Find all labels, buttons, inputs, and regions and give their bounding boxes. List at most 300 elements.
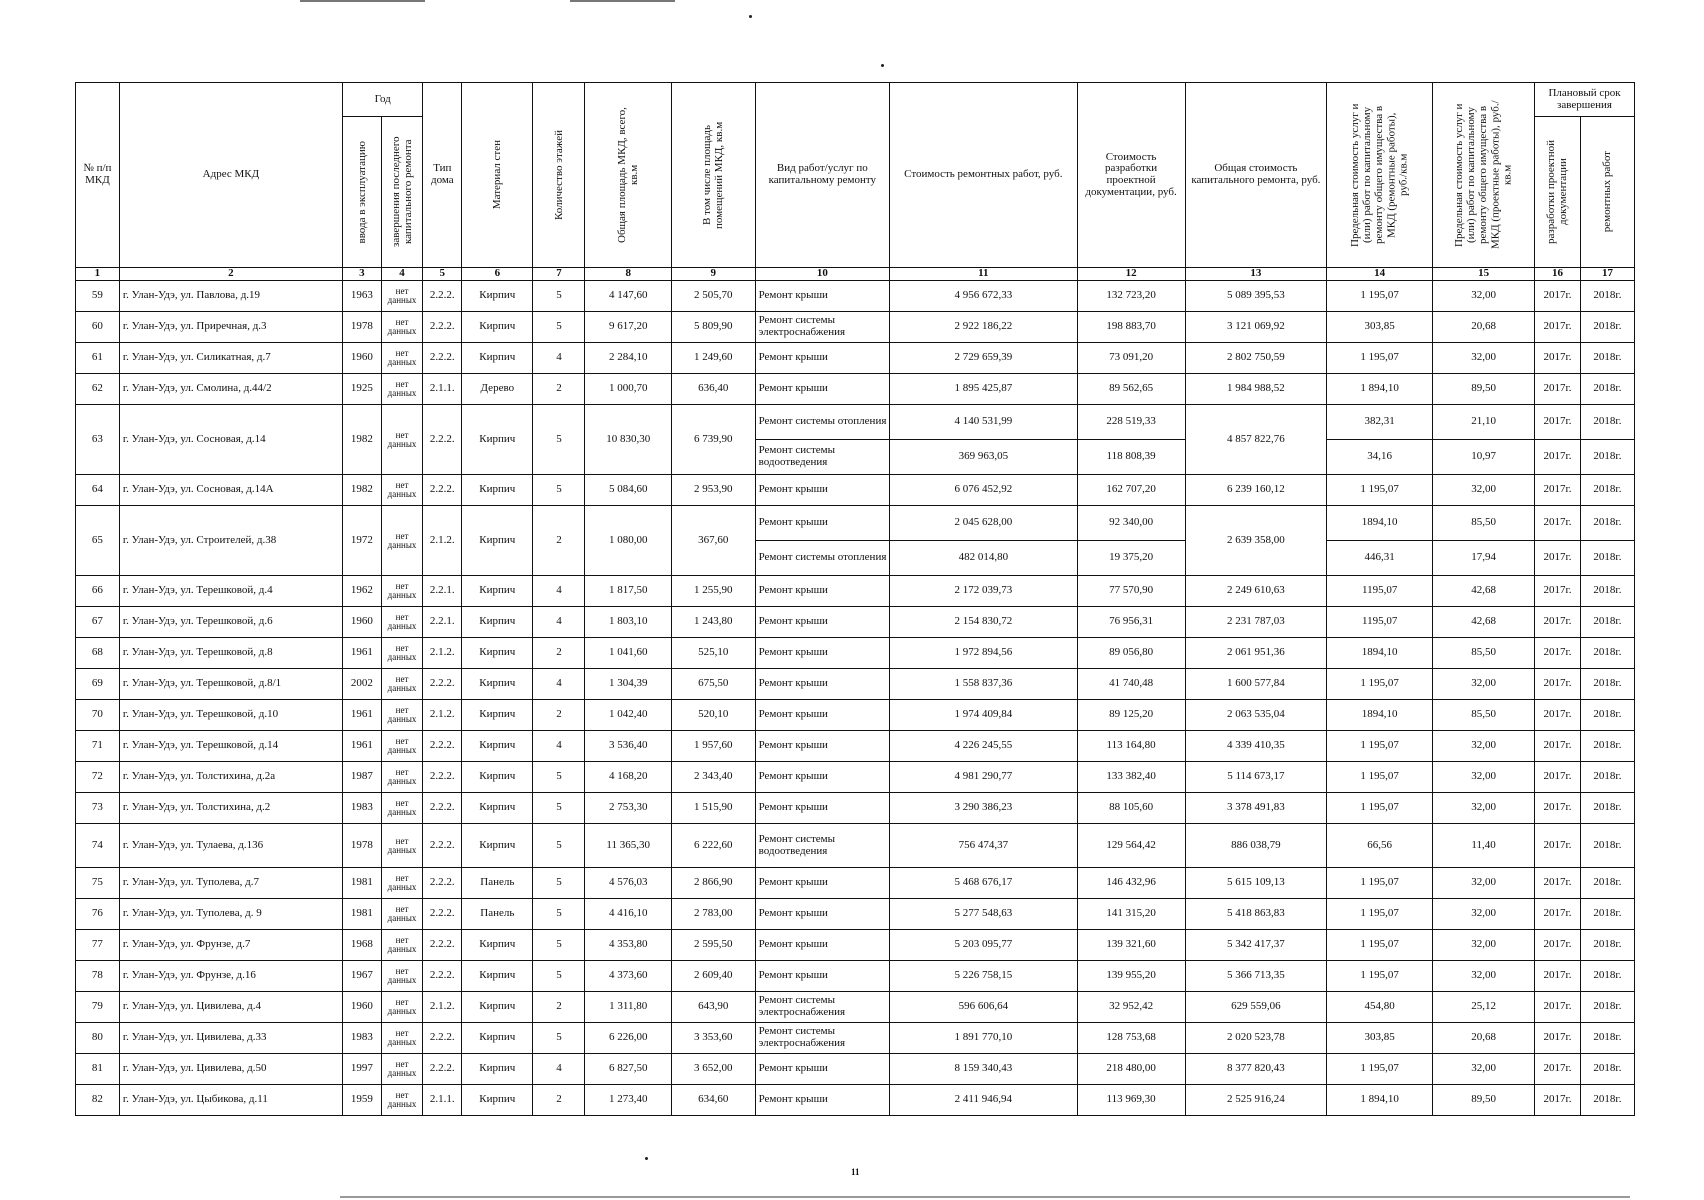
row-work-type: Ремонт крыши bbox=[755, 762, 890, 793]
row-year-last-repair: нет данных bbox=[381, 343, 423, 374]
row-total-cost: 5 114 673,17 bbox=[1185, 762, 1327, 793]
row-wall-material: Кирпич bbox=[462, 824, 533, 868]
row-total-area: 1 041,60 bbox=[585, 638, 672, 669]
row-premises-area: 2 595,50 bbox=[672, 930, 756, 961]
row-wall-material: Кирпич bbox=[462, 731, 533, 762]
table-row bbox=[76, 374, 1635, 405]
row-premises-area: 2 343,40 bbox=[672, 762, 756, 793]
row-max-cost-design: 25,12 bbox=[1433, 992, 1535, 1023]
row-number: 71 bbox=[76, 731, 120, 762]
scan-dot bbox=[749, 15, 752, 18]
row-max-cost-repair: 1 195,07 bbox=[1327, 1054, 1433, 1085]
column-number: 5 bbox=[423, 268, 462, 281]
row-work-type: Ремонт крыши bbox=[755, 281, 890, 312]
table-row bbox=[76, 312, 1635, 343]
row-wall-material: Кирпич bbox=[462, 793, 533, 824]
row-deadline-design: 2017г. bbox=[1535, 762, 1581, 793]
row-total-area: 4 168,20 bbox=[585, 762, 672, 793]
row-address: г. Улан-Удэ, ул. Толстихина, д.2 bbox=[119, 793, 342, 824]
row-max-cost-repair: 1894,10 bbox=[1327, 506, 1433, 541]
row-floors: 4 bbox=[533, 607, 585, 638]
row-floors: 5 bbox=[533, 1023, 585, 1054]
row-work-type: Ремонт крыши bbox=[755, 700, 890, 731]
row-house-type: 2.1.2. bbox=[423, 700, 462, 731]
row-wall-material: Панель bbox=[462, 868, 533, 899]
repair-plan-table bbox=[75, 82, 1635, 1116]
row-repair-cost: 2 172 039,73 bbox=[890, 576, 1077, 607]
row-design-cost: 139 321,60 bbox=[1077, 930, 1185, 961]
scan-dot bbox=[881, 64, 884, 67]
row-deadline-design: 2017г. bbox=[1535, 506, 1581, 541]
row-house-type: 2.2.2. bbox=[423, 405, 462, 475]
row-year-commission: 1959 bbox=[342, 1085, 381, 1116]
row-deadline-repair: 2018г. bbox=[1580, 1085, 1634, 1116]
row-deadline-design: 2017г. bbox=[1535, 1054, 1581, 1085]
row-year-commission: 1960 bbox=[342, 607, 381, 638]
header-design-cost: Стоимость разработки проектной документации, руб. bbox=[1077, 83, 1185, 268]
row-work-type: Ремонт крыши bbox=[755, 475, 890, 506]
scan-edge-line bbox=[300, 0, 425, 2]
row-max-cost-repair: 1195,07 bbox=[1327, 607, 1433, 638]
header-year-group: Год bbox=[342, 83, 422, 117]
row-house-type: 2.2.2. bbox=[423, 793, 462, 824]
row-max-cost-design: 32,00 bbox=[1433, 868, 1535, 899]
row-work-type: Ремонт крыши bbox=[755, 607, 890, 638]
row-year-last-repair: нет данных bbox=[381, 475, 423, 506]
row-design-cost: 141 315,20 bbox=[1077, 899, 1185, 930]
table-row bbox=[76, 762, 1635, 793]
row-max-cost-repair: 1 195,07 bbox=[1327, 343, 1433, 374]
row-wall-material: Кирпич bbox=[462, 343, 533, 374]
row-deadline-repair: 2018г. bbox=[1580, 1023, 1634, 1054]
row-work-type: Ремонт системы водоотведения bbox=[755, 440, 890, 475]
row-deadline-design: 2017г. bbox=[1535, 868, 1581, 899]
row-premises-area: 3 353,60 bbox=[672, 1023, 756, 1054]
row-max-cost-repair: 1 195,07 bbox=[1327, 669, 1433, 700]
row-repair-cost: 5 203 095,77 bbox=[890, 930, 1077, 961]
row-deadline-repair: 2018г. bbox=[1580, 793, 1634, 824]
row-design-cost: 118 808,39 bbox=[1077, 440, 1185, 475]
row-year-last-repair: нет данных bbox=[381, 281, 423, 312]
row-design-cost: 139 955,20 bbox=[1077, 961, 1185, 992]
row-design-cost: 228 519,33 bbox=[1077, 405, 1185, 440]
row-total-cost: 2 231 787,03 bbox=[1185, 607, 1327, 638]
row-max-cost-design: 32,00 bbox=[1433, 930, 1535, 961]
row-deadline-repair: 2018г. bbox=[1580, 824, 1634, 868]
row-work-type: Ремонт системы электроснабжения bbox=[755, 992, 890, 1023]
row-total-area: 1 304,39 bbox=[585, 669, 672, 700]
row-work-type: Ремонт системы отопления bbox=[755, 405, 890, 440]
row-design-cost: 77 570,90 bbox=[1077, 576, 1185, 607]
row-house-type: 2.2.2. bbox=[423, 961, 462, 992]
row-max-cost-design: 10,97 bbox=[1433, 440, 1535, 475]
row-deadline-repair: 2018г. bbox=[1580, 731, 1634, 762]
row-deadline-repair: 2018г. bbox=[1580, 700, 1634, 731]
row-floors: 4 bbox=[533, 343, 585, 374]
row-repair-cost: 1 891 770,10 bbox=[890, 1023, 1077, 1054]
header-deadline-repair: ремонтных работ bbox=[1580, 117, 1634, 268]
row-design-cost: 113 164,80 bbox=[1077, 731, 1185, 762]
row-repair-cost: 4 226 245,55 bbox=[890, 731, 1077, 762]
row-premises-area: 2 866,90 bbox=[672, 868, 756, 899]
row-wall-material: Кирпич bbox=[462, 1023, 533, 1054]
row-total-area: 4 576,03 bbox=[585, 868, 672, 899]
row-max-cost-repair: 1894,10 bbox=[1327, 700, 1433, 731]
row-year-commission: 1997 bbox=[342, 1054, 381, 1085]
row-address: г. Улан-Удэ, ул. Туполева, д.7 bbox=[119, 868, 342, 899]
row-design-cost: 162 707,20 bbox=[1077, 475, 1185, 506]
row-deadline-design: 2017г. bbox=[1535, 930, 1581, 961]
row-floors: 4 bbox=[533, 731, 585, 762]
row-house-type: 2.1.2. bbox=[423, 992, 462, 1023]
row-wall-material: Кирпич bbox=[462, 506, 533, 576]
row-deadline-design: 2017г. bbox=[1535, 1085, 1581, 1116]
row-year-commission: 1963 bbox=[342, 281, 381, 312]
row-repair-cost: 756 474,37 bbox=[890, 824, 1077, 868]
row-year-commission: 2002 bbox=[342, 669, 381, 700]
row-floors: 5 bbox=[533, 312, 585, 343]
row-deadline-repair: 2018г. bbox=[1580, 961, 1634, 992]
row-deadline-repair: 2018г. bbox=[1580, 1054, 1634, 1085]
row-year-last-repair: нет данных bbox=[381, 700, 423, 731]
row-deadline-design: 2017г. bbox=[1535, 961, 1581, 992]
row-house-type: 2.2.1. bbox=[423, 607, 462, 638]
row-house-type: 2.2.1. bbox=[423, 576, 462, 607]
row-address: г. Улан-Удэ, ул. Терешковой, д.14 bbox=[119, 731, 342, 762]
row-house-type: 2.1.2. bbox=[423, 506, 462, 576]
row-total-cost: 5 615 109,13 bbox=[1185, 868, 1327, 899]
row-repair-cost: 4 140 531,99 bbox=[890, 405, 1077, 440]
row-wall-material: Кирпич bbox=[462, 607, 533, 638]
row-premises-area: 6 739,90 bbox=[672, 405, 756, 475]
row-number: 80 bbox=[76, 1023, 120, 1054]
row-wall-material: Кирпич bbox=[462, 961, 533, 992]
row-total-cost: 5 366 713,35 bbox=[1185, 961, 1327, 992]
row-year-last-repair: нет данных bbox=[381, 762, 423, 793]
row-work-type: Ремонт крыши bbox=[755, 374, 890, 405]
row-year-commission: 1982 bbox=[342, 475, 381, 506]
row-number: 76 bbox=[76, 899, 120, 930]
row-floors: 5 bbox=[533, 475, 585, 506]
header-num: № п/п МКД bbox=[76, 83, 120, 268]
row-total-area: 1 311,80 bbox=[585, 992, 672, 1023]
table-row bbox=[76, 899, 1635, 930]
row-floors: 5 bbox=[533, 405, 585, 475]
row-house-type: 2.2.2. bbox=[423, 1054, 462, 1085]
row-wall-material: Кирпич bbox=[462, 700, 533, 731]
row-max-cost-repair: 1 894,10 bbox=[1327, 1085, 1433, 1116]
row-floors: 4 bbox=[533, 1054, 585, 1085]
row-total-area: 6 226,00 bbox=[585, 1023, 672, 1054]
row-house-type: 2.2.2. bbox=[423, 669, 462, 700]
row-design-cost: 32 952,42 bbox=[1077, 992, 1185, 1023]
row-year-commission: 1978 bbox=[342, 312, 381, 343]
row-total-area: 1 273,40 bbox=[585, 1085, 672, 1116]
row-repair-cost: 4 956 672,33 bbox=[890, 281, 1077, 312]
row-year-last-repair: нет данных bbox=[381, 576, 423, 607]
column-number: 14 bbox=[1327, 268, 1433, 281]
row-floors: 2 bbox=[533, 992, 585, 1023]
row-total-cost: 2 063 535,04 bbox=[1185, 700, 1327, 731]
row-year-commission: 1925 bbox=[342, 374, 381, 405]
row-total-area: 1 042,40 bbox=[585, 700, 672, 731]
row-work-type: Ремонт крыши bbox=[755, 930, 890, 961]
header-max-cost-repair: Предельная стоимость услуг и (или) работ по капитальному ремонту общего имущества в МКД (ремонтные работы), руб./кв.м bbox=[1327, 83, 1433, 268]
column-number: 8 bbox=[585, 268, 672, 281]
row-design-cost: 89 125,20 bbox=[1077, 700, 1185, 731]
row-number: 78 bbox=[76, 961, 120, 992]
row-total-area: 1 817,50 bbox=[585, 576, 672, 607]
table-row bbox=[76, 700, 1635, 731]
row-max-cost-design: 32,00 bbox=[1433, 669, 1535, 700]
table-row bbox=[76, 1023, 1635, 1054]
row-year-commission: 1983 bbox=[342, 1023, 381, 1054]
table-row bbox=[76, 961, 1635, 992]
row-year-last-repair: нет данных bbox=[381, 1054, 423, 1085]
table-row bbox=[76, 868, 1635, 899]
row-max-cost-design: 32,00 bbox=[1433, 731, 1535, 762]
table-row bbox=[76, 506, 1635, 541]
row-address: г. Улан-Удэ, ул. Приречная, д.3 bbox=[119, 312, 342, 343]
row-max-cost-repair: 1894,10 bbox=[1327, 638, 1433, 669]
row-max-cost-repair: 34,16 bbox=[1327, 440, 1433, 475]
row-floors: 4 bbox=[533, 669, 585, 700]
row-premises-area: 3 652,00 bbox=[672, 1054, 756, 1085]
row-work-type: Ремонт крыши bbox=[755, 343, 890, 374]
row-floors: 5 bbox=[533, 762, 585, 793]
column-number: 1 bbox=[76, 268, 120, 281]
row-house-type: 2.2.2. bbox=[423, 824, 462, 868]
row-premises-area: 643,90 bbox=[672, 992, 756, 1023]
row-floors: 5 bbox=[533, 281, 585, 312]
row-max-cost-design: 32,00 bbox=[1433, 762, 1535, 793]
scan-edge-line bbox=[570, 0, 675, 2]
row-max-cost-design: 32,00 bbox=[1433, 475, 1535, 506]
row-premises-area: 1 515,90 bbox=[672, 793, 756, 824]
row-max-cost-design: 85,50 bbox=[1433, 700, 1535, 731]
table-body bbox=[76, 281, 1635, 1116]
table-row bbox=[76, 607, 1635, 638]
row-total-cost: 3 121 069,92 bbox=[1185, 312, 1327, 343]
row-year-last-repair: нет данных bbox=[381, 961, 423, 992]
row-total-cost: 2 802 750,59 bbox=[1185, 343, 1327, 374]
row-total-area: 10 830,30 bbox=[585, 405, 672, 475]
row-number: 81 bbox=[76, 1054, 120, 1085]
row-address: г. Улан-Удэ, ул. Толстихина, д.2а bbox=[119, 762, 342, 793]
row-repair-cost: 5 277 548,63 bbox=[890, 899, 1077, 930]
row-deadline-design: 2017г. bbox=[1535, 992, 1581, 1023]
row-number: 74 bbox=[76, 824, 120, 868]
header-total-area: Общая площадь МКД, всего, кв.м bbox=[585, 83, 672, 268]
row-max-cost-repair: 1 195,07 bbox=[1327, 961, 1433, 992]
row-number: 69 bbox=[76, 669, 120, 700]
row-design-cost: 198 883,70 bbox=[1077, 312, 1185, 343]
row-wall-material: Кирпич bbox=[462, 475, 533, 506]
row-year-commission: 1962 bbox=[342, 576, 381, 607]
column-number: 10 bbox=[755, 268, 890, 281]
row-house-type: 2.2.2. bbox=[423, 475, 462, 506]
row-year-commission: 1978 bbox=[342, 824, 381, 868]
row-number: 67 bbox=[76, 607, 120, 638]
row-house-type: 2.2.2. bbox=[423, 930, 462, 961]
row-number: 73 bbox=[76, 793, 120, 824]
row-wall-material: Кирпич bbox=[462, 669, 533, 700]
row-address: г. Улан-Удэ, ул. Сосновая, д.14А bbox=[119, 475, 342, 506]
row-premises-area: 2 505,70 bbox=[672, 281, 756, 312]
row-max-cost-design: 11,40 bbox=[1433, 824, 1535, 868]
row-max-cost-repair: 1 894,10 bbox=[1327, 374, 1433, 405]
row-house-type: 2.1.2. bbox=[423, 638, 462, 669]
row-max-cost-repair: 303,85 bbox=[1327, 312, 1433, 343]
row-wall-material: Панель bbox=[462, 899, 533, 930]
row-design-cost: 132 723,20 bbox=[1077, 281, 1185, 312]
row-total-area: 4 353,80 bbox=[585, 930, 672, 961]
header-year-commission: ввода в эксплуатацию bbox=[342, 117, 381, 268]
row-year-commission: 1987 bbox=[342, 762, 381, 793]
row-year-last-repair: нет данных bbox=[381, 899, 423, 930]
header-repair-cost: Стоимость ремонтных работ, руб. bbox=[890, 83, 1077, 268]
row-year-last-repair: нет данных bbox=[381, 992, 423, 1023]
row-house-type: 2.2.2. bbox=[423, 281, 462, 312]
row-address: г. Улан-Удэ, ул. Терешковой, д.8 bbox=[119, 638, 342, 669]
row-design-cost: 133 382,40 bbox=[1077, 762, 1185, 793]
row-year-commission: 1960 bbox=[342, 992, 381, 1023]
row-number: 62 bbox=[76, 374, 120, 405]
row-deadline-design: 2017г. bbox=[1535, 899, 1581, 930]
row-work-type: Ремонт крыши bbox=[755, 868, 890, 899]
column-number: 3 bbox=[342, 268, 381, 281]
row-repair-cost: 2 045 628,00 bbox=[890, 506, 1077, 541]
row-wall-material: Дерево bbox=[462, 374, 533, 405]
row-wall-material: Кирпич bbox=[462, 281, 533, 312]
row-total-cost: 5 418 863,83 bbox=[1185, 899, 1327, 930]
row-deadline-repair: 2018г. bbox=[1580, 930, 1634, 961]
row-max-cost-design: 42,68 bbox=[1433, 607, 1535, 638]
row-year-commission: 1983 bbox=[342, 793, 381, 824]
row-address: г. Улан-Удэ, ул. Строителей, д.38 bbox=[119, 506, 342, 576]
row-deadline-repair: 2018г. bbox=[1580, 440, 1634, 475]
row-address: г. Улан-Удэ, ул. Цивилева, д.33 bbox=[119, 1023, 342, 1054]
header-deadline-design: разработки проектной документации bbox=[1535, 117, 1581, 268]
row-max-cost-design: 42,68 bbox=[1433, 576, 1535, 607]
row-year-last-repair: нет данных bbox=[381, 669, 423, 700]
row-max-cost-design: 32,00 bbox=[1433, 281, 1535, 312]
row-work-type: Ремонт крыши bbox=[755, 506, 890, 541]
row-total-area: 1 803,10 bbox=[585, 607, 672, 638]
row-address: г. Улан-Удэ, ул. Цивилева, д.50 bbox=[119, 1054, 342, 1085]
row-year-last-repair: нет данных bbox=[381, 607, 423, 638]
row-total-area: 4 416,10 bbox=[585, 899, 672, 930]
row-premises-area: 2 783,00 bbox=[672, 899, 756, 930]
row-deadline-repair: 2018г. bbox=[1580, 899, 1634, 930]
row-year-last-repair: нет данных bbox=[381, 868, 423, 899]
row-premises-area: 525,10 bbox=[672, 638, 756, 669]
row-repair-cost: 2 154 830,72 bbox=[890, 607, 1077, 638]
row-year-last-repair: нет данных bbox=[381, 793, 423, 824]
row-deadline-repair: 2018г. bbox=[1580, 343, 1634, 374]
scan-dot bbox=[645, 1157, 648, 1160]
row-year-commission: 1961 bbox=[342, 700, 381, 731]
row-repair-cost: 2 411 946,94 bbox=[890, 1085, 1077, 1116]
row-year-last-repair: нет данных bbox=[381, 506, 423, 576]
row-work-type: Ремонт системы водоотведения bbox=[755, 824, 890, 868]
row-deadline-design: 2017г. bbox=[1535, 343, 1581, 374]
row-number: 68 bbox=[76, 638, 120, 669]
row-year-last-repair: нет данных bbox=[381, 731, 423, 762]
row-design-cost: 89 056,80 bbox=[1077, 638, 1185, 669]
row-number: 66 bbox=[76, 576, 120, 607]
row-number: 79 bbox=[76, 992, 120, 1023]
table-row bbox=[76, 793, 1635, 824]
table-row bbox=[76, 1054, 1635, 1085]
row-total-cost: 5 342 417,37 bbox=[1185, 930, 1327, 961]
row-repair-cost: 1 974 409,84 bbox=[890, 700, 1077, 731]
row-number: 60 bbox=[76, 312, 120, 343]
row-premises-area: 2 609,40 bbox=[672, 961, 756, 992]
row-work-type: Ремонт крыши bbox=[755, 669, 890, 700]
row-premises-area: 367,60 bbox=[672, 506, 756, 576]
table-row bbox=[76, 343, 1635, 374]
row-wall-material: Кирпич bbox=[462, 1085, 533, 1116]
row-deadline-design: 2017г. bbox=[1535, 638, 1581, 669]
row-max-cost-design: 32,00 bbox=[1433, 899, 1535, 930]
row-design-cost: 146 432,96 bbox=[1077, 868, 1185, 899]
row-deadline-design: 2017г. bbox=[1535, 281, 1581, 312]
row-floors: 4 bbox=[533, 576, 585, 607]
row-max-cost-design: 32,00 bbox=[1433, 343, 1535, 374]
row-max-cost-design: 89,50 bbox=[1433, 374, 1535, 405]
row-house-type: 2.2.2. bbox=[423, 1023, 462, 1054]
row-design-cost: 218 480,00 bbox=[1077, 1054, 1185, 1085]
row-max-cost-design: 32,00 bbox=[1433, 1054, 1535, 1085]
row-design-cost: 19 375,20 bbox=[1077, 541, 1185, 576]
row-max-cost-repair: 66,56 bbox=[1327, 824, 1433, 868]
row-address: г. Улан-Удэ, ул. Смолина, д.44/2 bbox=[119, 374, 342, 405]
row-repair-cost: 1 558 837,36 bbox=[890, 669, 1077, 700]
row-deadline-design: 2017г. bbox=[1535, 541, 1581, 576]
row-deadline-repair: 2018г. bbox=[1580, 868, 1634, 899]
row-wall-material: Кирпич bbox=[462, 762, 533, 793]
row-premises-area: 6 222,60 bbox=[672, 824, 756, 868]
row-max-cost-repair: 446,31 bbox=[1327, 541, 1433, 576]
row-max-cost-repair: 1 195,07 bbox=[1327, 731, 1433, 762]
row-total-area: 11 365,30 bbox=[585, 824, 672, 868]
row-address: г. Улан-Удэ, ул. Тулаева, д.136 bbox=[119, 824, 342, 868]
row-year-commission: 1981 bbox=[342, 868, 381, 899]
row-max-cost-design: 85,50 bbox=[1433, 638, 1535, 669]
row-house-type: 2.2.2. bbox=[423, 899, 462, 930]
row-year-commission: 1981 bbox=[342, 899, 381, 930]
row-total-area: 6 827,50 bbox=[585, 1054, 672, 1085]
row-house-type: 2.1.1. bbox=[423, 374, 462, 405]
row-house-type: 2.2.2. bbox=[423, 762, 462, 793]
header-address: Адрес МКД bbox=[119, 83, 342, 268]
table-row bbox=[76, 731, 1635, 762]
row-total-cost: 4 339 410,35 bbox=[1185, 731, 1327, 762]
row-repair-cost: 8 159 340,43 bbox=[890, 1054, 1077, 1085]
row-deadline-design: 2017г. bbox=[1535, 793, 1581, 824]
row-total-cost: 1 984 988,52 bbox=[1185, 374, 1327, 405]
row-total-area: 9 617,20 bbox=[585, 312, 672, 343]
header-wall-material: Материал стен bbox=[462, 83, 533, 268]
row-premises-area: 2 953,90 bbox=[672, 475, 756, 506]
column-number: 4 bbox=[381, 268, 423, 281]
row-work-type: Ремонт крыши bbox=[755, 1054, 890, 1085]
row-address: г. Улан-Удэ, ул. Павлова, д.19 bbox=[119, 281, 342, 312]
row-deadline-repair: 2018г. bbox=[1580, 762, 1634, 793]
header-year-last-repair: завершения последнего капитального ремонта bbox=[381, 117, 423, 268]
row-total-cost: 1 600 577,84 bbox=[1185, 669, 1327, 700]
